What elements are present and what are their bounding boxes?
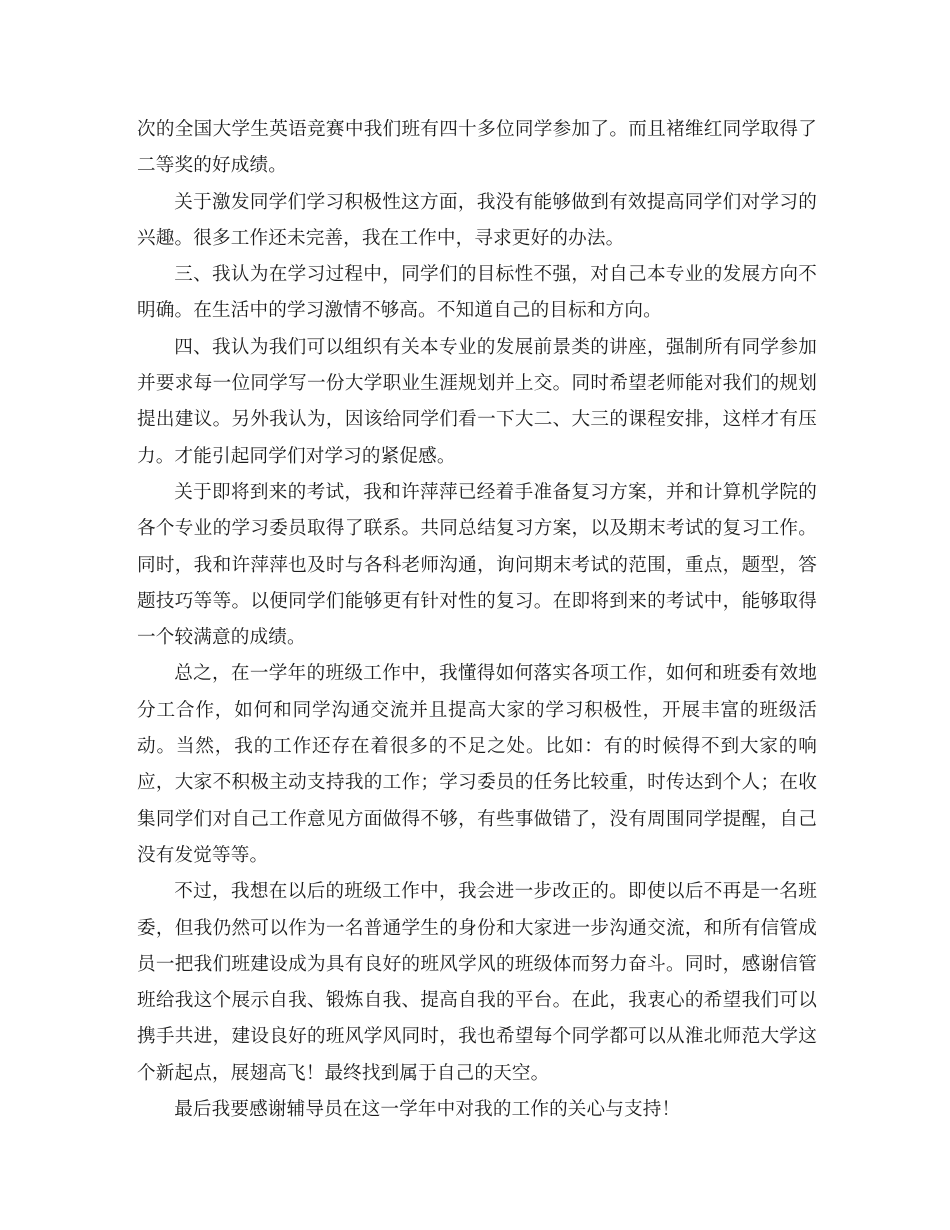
paragraph-7: 不过，我想在以后的班级工作中，我会进一步改正的。即使以后不再是一名班委，但我仍然可以作为一名普通学生的身份和大家进一步沟通交流，和所有信管成员一把我们班建设成为具有良好的班风学风的班级体而努力奋斗。同时，感谢信管班给我这个展示自我、锻炼自我、提高自我的平台。在此，我衷心的希望我们可以携手共进，建设良好的班风学风同时，我也希望每个同学都可以从淮北师范大学这个新起点，展翅高飞！最终找到属于自己的天空。 [137, 881, 817, 1084]
paragraph-8: 最后我要感谢辅导员在这一学年中对我的工作的关心与支持！ [174, 1099, 681, 1121]
paragraph-1: 次的全国大学生英语竞赛中我们班有四十多位同学参加了。而且褚维红同学取得了二等奖的好成绩。 [137, 119, 817, 177]
paragraph-3: 三、我认为在学习过程中，同学们的目标性不强，对自己本专业的发展方向不明确。在生活中的学习激情不够高。不知道自己的目标和方向。 [137, 264, 817, 322]
paragraph-4: 四、我认为我们可以组织有关本专业的发展前景类的讲座，强制所有同学参加并要求每一位同学写一份大学职业生涯规划并上交。同时希望老师能对我们的规划提出建议。另外我认为，因该给同学们看一下大二、大三的课程安排，这样才有压力。才能引起同学们对学习的紧促感。 [137, 336, 817, 467]
paragraph-2: 关于激发同学们学习积极性这方面，我没有能够做到有效提高同学们对学习的兴趣。很多工作还未完善，我在工作中，寻求更好的办法。 [137, 191, 817, 249]
paragraph-6: 总之，在一学年的班级工作中，我懂得如何落实各项工作，如何和班委有效地分工合作，如何和同学沟通交流并且提高大家的学习积极性，开展丰富的班级活动。当然，我的工作还存在着很多的不足之处。比如：有的时候得不到大家的响应，大家不积极主动支持我的工作；学习委员的任务比较重，时传达到个人；在收集同学们对自己工作意见方面做得不够，有些事做错了，没有周围同学提醒，自己没有发觉等等。 [137, 663, 817, 866]
paragraph-5: 关于即将到来的考试，我和许萍萍已经着手准备复习方案，并和计算机学院的各个专业的学习委员取得了联系。共同总结复习方案，以及期末考试的复习工作。同时，我和许萍萍也及时与各科老师沟通，询问期末考试的范围，重点，题型，答题技巧等等。以便同学们能够更有针对性的复习。在即将到来的考试中，能够取得一个较满意的成绩。 [137, 481, 817, 649]
document-body [137, 112, 817, 1128]
